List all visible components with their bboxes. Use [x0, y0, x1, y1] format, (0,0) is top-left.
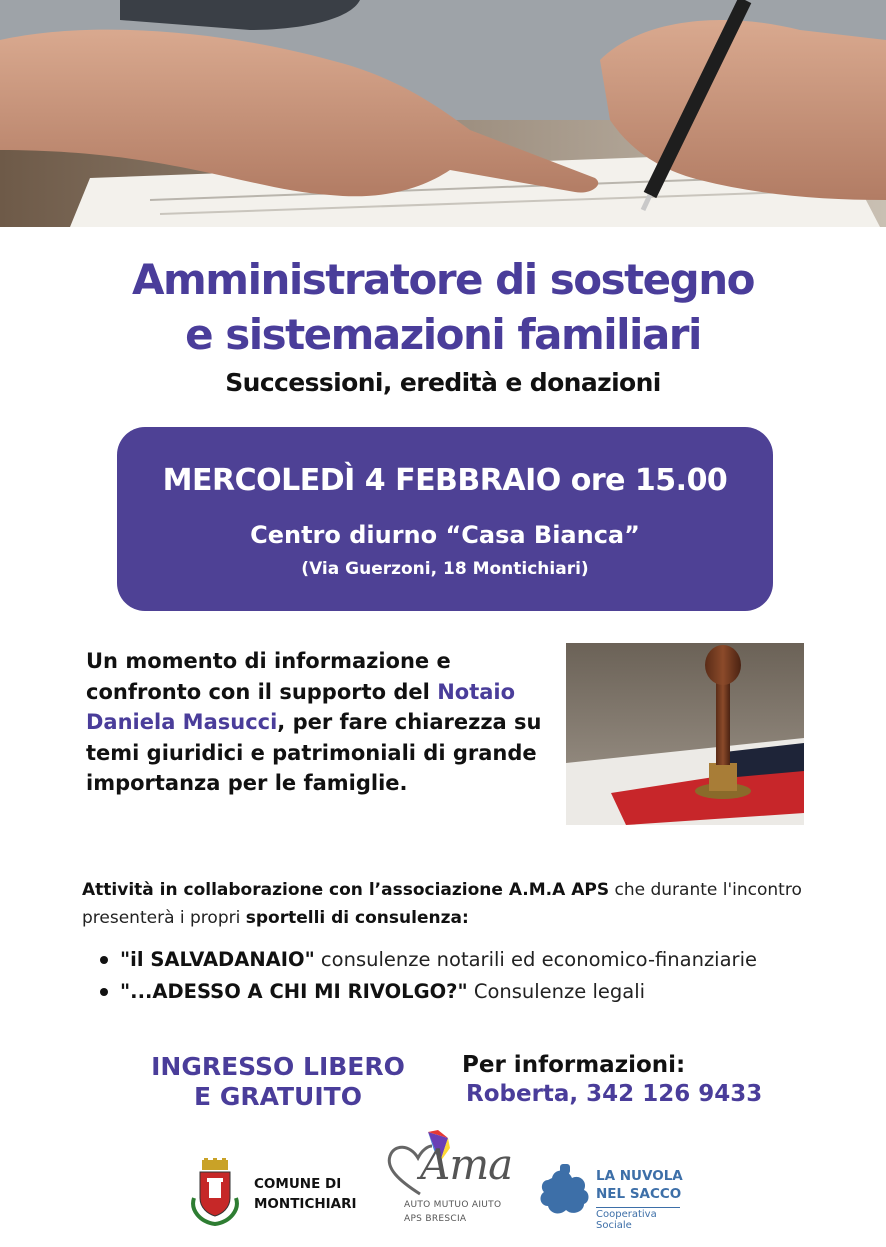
intro-text-start: Un momento di informazione e confronto con il supporto del — [86, 649, 451, 704]
list-item — [100, 976, 860, 1008]
bullet-icon — [100, 956, 108, 964]
notary-name: Notaio Daniela Masucci — [86, 679, 516, 734]
intro-text-end: , per fare chiarezza su temi giuridici e patrimoniali di grande importanza per le famiglie. — [86, 710, 542, 795]
collaboration-desks: sportelli di consulenza: — [245, 908, 469, 928]
cloud-bag-logo-icon — [538, 1162, 590, 1218]
coat-of-arms-icon — [188, 1158, 242, 1226]
hero-signing-photo — [0, 0, 886, 227]
services-list — [100, 944, 860, 1008]
collaboration-middle: che durante l'incontro presenterà i propri — [82, 880, 802, 928]
collaboration-text — [82, 876, 842, 932]
info-contact: Roberta, 342 126 9433 — [466, 1081, 763, 1107]
stamp-photo — [566, 643, 804, 825]
notary-stamp-photo — [566, 643, 804, 825]
list-item — [100, 944, 860, 976]
event-place: Centro diurno “Casa Bianca” — [250, 521, 640, 549]
title-line-1: Amministratore di sostegno — [132, 255, 754, 304]
signing-document-hands-photo — [0, 0, 886, 227]
intro-paragraph — [86, 646, 556, 799]
info-label: Per informazioni: — [462, 1052, 686, 1078]
collaboration-bold: Attività in collaborazione con l’associazione A.M.A APS — [82, 880, 610, 900]
nuvola-subtitle: Cooperativa Sociale — [596, 1207, 680, 1231]
nuvola-line-1: LA NUVOLA — [596, 1168, 683, 1184]
ama-subtitle-2: APS BRESCIA — [404, 1214, 467, 1224]
free-entry — [130, 1052, 426, 1112]
bullet-icon — [100, 988, 108, 996]
service-desc: consulenze notarili ed economico-finanziarie — [314, 948, 757, 971]
event-address: (Via Guerzoni, 18 Montichiari) — [301, 559, 589, 579]
free-entry-line-1: INGRESSO LIBERO — [151, 1052, 405, 1081]
ama-logo-word: Ama — [420, 1140, 513, 1189]
service-desc: Consulenze legali — [467, 980, 646, 1003]
comune-line-1: COMUNE DI — [254, 1176, 342, 1192]
nuvola-line-2: NEL SACCO — [596, 1186, 682, 1202]
service-name: "il SALVADANAIO" — [120, 948, 315, 971]
event-info-box — [117, 427, 773, 611]
ama-subtitle-1: AUTO MUTUO AIUTO — [404, 1200, 502, 1210]
title-line-2: e sistemazioni familiari — [185, 310, 701, 359]
nuvola-name — [596, 1167, 683, 1203]
service-name: "...ADESSO A CHI MI RIVOLGO?" — [120, 980, 468, 1003]
event-date-time: MERCOLEDÌ 4 FEBBRAIO ore 15.00 — [162, 463, 728, 498]
comune-name — [254, 1174, 357, 1214]
free-entry-line-2: E GRATUITO — [194, 1082, 362, 1111]
comune-line-2: MONTICHIARI — [254, 1196, 357, 1212]
subtitle: Successioni, eredità e donazioni — [225, 368, 661, 397]
